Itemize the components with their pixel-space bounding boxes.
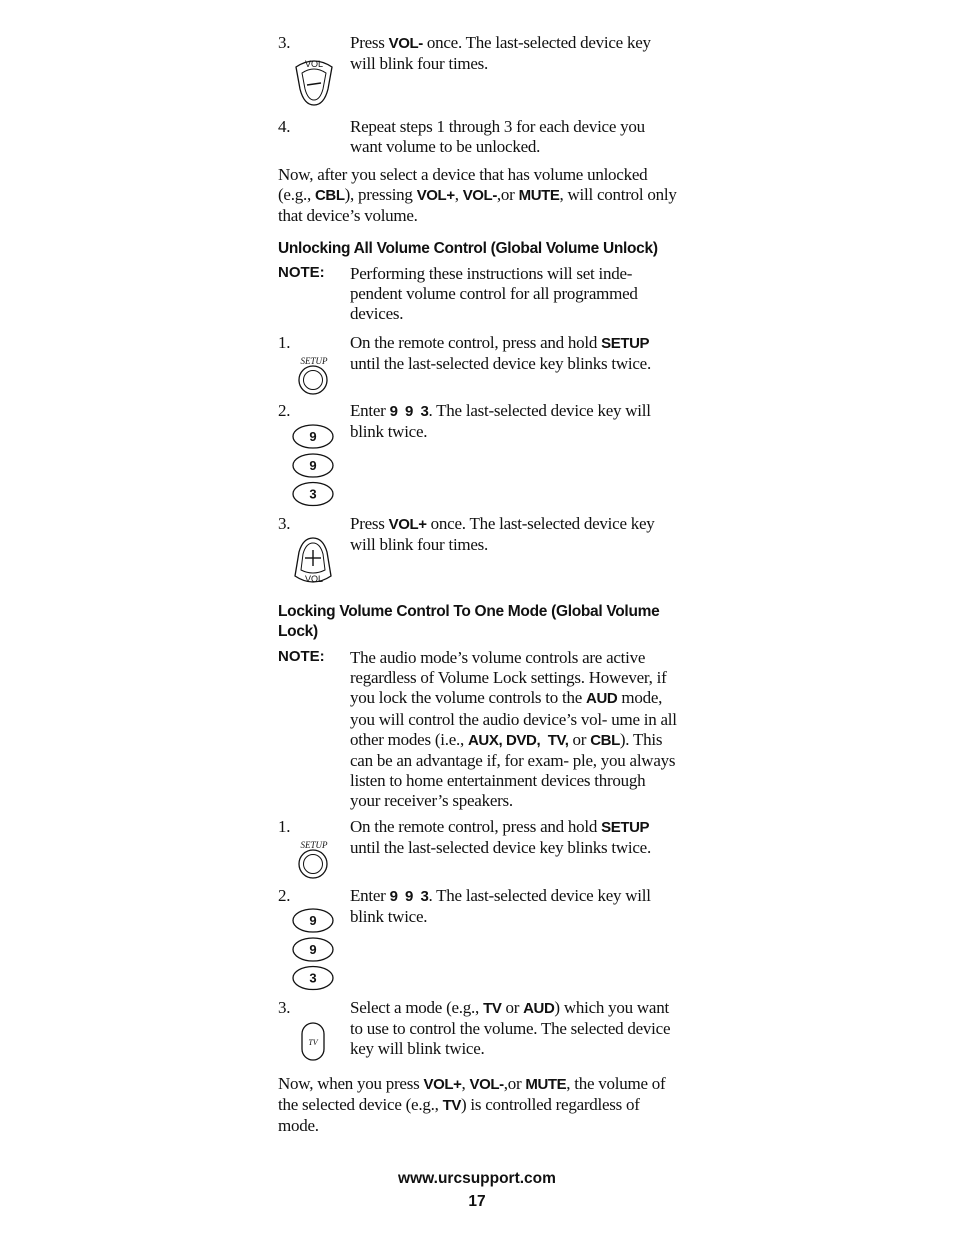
setup-key-icon xyxy=(296,354,332,396)
step-number: 2. xyxy=(278,401,291,420)
body-paragraph: Now, when you press VOL+, VOL-,or MUTE, the volume of the selected device (e.g., TV) is controlled regardless of mode. xyxy=(278,1074,666,1136)
svg-text:SETUP: SETUP xyxy=(300,840,328,850)
svg-text:3: 3 xyxy=(309,486,317,502)
step-text: Press VOL+ once. The last-selected device key will blink four times. xyxy=(350,514,655,555)
note-label: NOTE: xyxy=(278,264,325,281)
step-number: 3. xyxy=(278,33,291,52)
step-text: Enter 9 9 3. The last-selected device key will blink twice. xyxy=(350,886,651,927)
svg-text:9: 9 xyxy=(309,458,317,473)
setup-key-icon xyxy=(296,838,332,880)
svg-text:TV: TV xyxy=(308,1038,318,1047)
step-text: Enter 9 9 3. The last-selected device key will blink twice. xyxy=(350,401,651,442)
svg-text:VOL: VOL xyxy=(304,59,324,69)
step-number: 4. xyxy=(278,117,291,136)
step-text: On the remote control, press and hold SETUP until the last-selected device key blinks twice. xyxy=(350,817,651,858)
step-text: On the remote control, press and hold SETUP until the last-selected device key blinks twice. xyxy=(350,333,651,374)
svg-text:SETUP: SETUP xyxy=(300,356,328,366)
number-keys-icon xyxy=(292,908,334,994)
step-number: 1. xyxy=(278,817,291,836)
step-text: Repeat steps 1 through 3 for each device you want volume to be unlocked. xyxy=(350,117,645,157)
section-heading: Locking Volume Control To One Mode (Global Volume Lock) xyxy=(278,603,660,640)
step-number: 3. xyxy=(278,998,291,1017)
note-text: Performing these instructions will set inde- pendent volume control for all programmed devices. xyxy=(350,264,638,324)
tv-key-icon xyxy=(301,1022,325,1062)
step-number: 2. xyxy=(278,886,291,905)
svg-text:9: 9 xyxy=(309,913,317,928)
body-paragraph: Now, after you select a device that has volume unlocked (e.g., CBL), pressing VOL+, VOL-,or MUTE, will control only that device’s volume. xyxy=(278,165,677,226)
number-keys-icon xyxy=(292,424,334,510)
page-number: 17 xyxy=(468,1193,486,1210)
vol-minus-icon xyxy=(294,57,334,107)
section-heading: Unlocking All Volume Control (Global Volume Unlock) xyxy=(278,240,658,257)
step-text: Press VOL- once. The last-selected device key will blink four times. xyxy=(350,33,651,74)
note-text: The audio mode’s volume controls are active regardless of Volume Lock settings. However, if you lock the volume controls to the AUD mode, you will control the audio device’s vol- ume in all other modes (i.e., AUX, DVD, TV, or CBL). This can be an advantage if, for exam- ple, you always listen to home entertainment devices through your receiver’s speakers. xyxy=(350,648,677,811)
step-number: 1. xyxy=(278,333,291,352)
svg-text:3: 3 xyxy=(309,970,317,986)
svg-text:9: 9 xyxy=(309,942,317,957)
svg-text:VOL: VOL xyxy=(304,574,324,584)
svg-text:9: 9 xyxy=(309,429,317,444)
step-text: Select a mode (e.g., TV or AUD) which you want to use to control the volume. The selected device key will blink twice. xyxy=(350,998,671,1059)
note-label: NOTE: xyxy=(278,648,325,665)
step-number: 3. xyxy=(278,514,291,533)
footer-url: www.urcsupport.com xyxy=(398,1170,556,1187)
vol-plus-icon xyxy=(293,536,333,586)
